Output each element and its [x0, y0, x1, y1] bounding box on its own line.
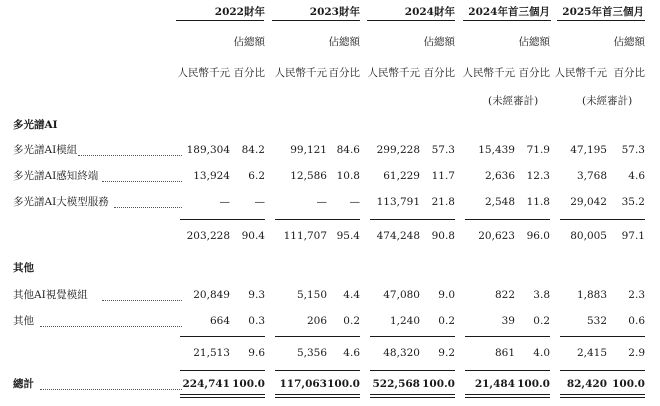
- cell: 2,548: [484, 196, 515, 208]
- cell: 0.2: [533, 315, 550, 327]
- cell: 100.0: [517, 378, 550, 390]
- cell: 11.7: [431, 170, 455, 182]
- total-double-rule: [560, 394, 645, 398]
- col-header-pct: 百分比: [518, 67, 550, 79]
- subtotal-rule: [370, 336, 455, 337]
- cell: 113,791: [376, 196, 420, 208]
- col-header-rmb: 人民幣千元: [367, 67, 420, 79]
- cell: 29,042: [570, 196, 607, 208]
- period-header-2025q1: 2025年首三個月: [562, 6, 644, 18]
- cell: 9.0: [438, 289, 455, 301]
- period-header-2023: 2023財年: [309, 6, 360, 18]
- cell: 117,063: [279, 378, 327, 390]
- total-rule: [370, 370, 455, 371]
- period-underline: [367, 20, 455, 21]
- cell: 21,484: [474, 378, 515, 390]
- cell: 2,415: [576, 347, 607, 359]
- total-rule: [465, 370, 550, 371]
- total-rule: [180, 370, 265, 371]
- subtotal-rule: [370, 219, 455, 220]
- cell: —: [219, 196, 230, 208]
- col-header-pct: 百分比: [613, 67, 645, 79]
- cell: 474,248: [376, 230, 420, 242]
- col-header-share: 佔總額: [233, 36, 265, 48]
- cell: 48,320: [383, 347, 420, 359]
- row-label: 多光譜AI大模型服務: [13, 196, 109, 208]
- cell: 2,636: [484, 170, 515, 182]
- col-header-share: 佔總額: [518, 36, 550, 48]
- section-title-others: 其他: [13, 262, 34, 274]
- cell: 99,121: [290, 144, 327, 156]
- subtotal-rule: [465, 219, 550, 220]
- subtotal-rule: [180, 219, 265, 220]
- cell: 2.3: [628, 289, 645, 301]
- cell: 4.4: [343, 289, 360, 301]
- cell: 21.8: [431, 196, 455, 208]
- cell: 84.2: [241, 144, 265, 156]
- col-header-pct: 百分比: [233, 67, 265, 79]
- cell: 5,356: [296, 347, 327, 359]
- cell: 97.1: [621, 230, 645, 242]
- cell: 82,420: [566, 378, 607, 390]
- cell: 4.0: [533, 347, 550, 359]
- cell: 84.6: [336, 144, 360, 156]
- period-header-2024q1: 2024年首三個月: [468, 6, 550, 18]
- cell: 100.0: [612, 378, 645, 390]
- col-header-share: 佔總額: [423, 36, 455, 48]
- cell: 47,080: [383, 289, 420, 301]
- col-header-rmb: 人民幣千元: [554, 67, 607, 79]
- cell: 299,228: [376, 144, 420, 156]
- subtotal-rule: [560, 336, 645, 337]
- cell: 12,586: [290, 170, 327, 182]
- cell: 20,849: [193, 289, 230, 301]
- cell: 532: [586, 315, 607, 327]
- cell: 861: [494, 347, 515, 359]
- total-label: 總計: [13, 378, 34, 390]
- cell: 71.9: [526, 144, 550, 156]
- period-underline: [557, 20, 645, 21]
- section-title-multispectral: 多光譜AI: [13, 119, 58, 131]
- period-underline: [463, 20, 551, 21]
- unaudited-note: (未經審計): [582, 95, 633, 107]
- cell: 57.3: [621, 144, 645, 156]
- cell: 95.4: [336, 230, 360, 242]
- cell: 47,195: [570, 144, 607, 156]
- total-rule: [560, 370, 645, 371]
- cell: 1,883: [576, 289, 607, 301]
- cell: 664: [209, 315, 230, 327]
- period-underline: [272, 20, 360, 21]
- leader-dots: [40, 389, 182, 390]
- cell: —: [316, 196, 327, 208]
- cell: 3.8: [533, 289, 550, 301]
- total-double-rule: [275, 394, 360, 398]
- cell: 90.8: [431, 230, 455, 242]
- cell: 522,568: [372, 378, 420, 390]
- cell: 111,707: [283, 230, 327, 242]
- cell: —: [254, 196, 265, 208]
- cell: 20,623: [478, 230, 515, 242]
- cell: 0.2: [438, 315, 455, 327]
- subtotal-rule: [465, 336, 550, 337]
- cell: 2.9: [628, 347, 645, 359]
- cell: 224,741: [182, 378, 230, 390]
- subtotal-rule: [275, 336, 360, 337]
- cell: 3,768: [576, 170, 607, 182]
- cell: 96.0: [526, 230, 550, 242]
- total-double-rule: [370, 394, 455, 398]
- cell: 90.4: [241, 230, 265, 242]
- cell: 21,513: [193, 347, 230, 359]
- cell: 6.2: [248, 170, 265, 182]
- cell: 100.0: [327, 378, 360, 390]
- cell: 9.2: [438, 347, 455, 359]
- cell: 5,150: [296, 289, 327, 301]
- row-label: 其他: [13, 315, 34, 327]
- cell: 0.6: [628, 315, 645, 327]
- subtotal-rule: [275, 219, 360, 220]
- cell: 4.6: [628, 170, 645, 182]
- col-header-rmb: 人民幣千元: [274, 67, 327, 79]
- cell: 35.2: [621, 196, 645, 208]
- total-rule: [275, 370, 360, 371]
- cell: 100.0: [232, 378, 265, 390]
- row-label: 其他AI視覺模組: [13, 289, 88, 301]
- cell: 10.8: [336, 170, 360, 182]
- col-header-pct: 百分比: [328, 67, 360, 79]
- col-header-rmb: 人民幣千元: [462, 67, 515, 79]
- cell: 0.3: [248, 315, 265, 327]
- col-header-rmb: 人民幣千元: [177, 67, 230, 79]
- cell: 9.6: [248, 347, 265, 359]
- cell: 9.3: [248, 289, 265, 301]
- period-header-2024: 2024財年: [404, 6, 455, 18]
- cell: 39: [501, 315, 515, 327]
- cell: 4.6: [343, 347, 360, 359]
- row-label: 多光譜AI模組: [13, 144, 78, 156]
- cell: —: [349, 196, 360, 208]
- cell: 100.0: [422, 378, 455, 390]
- period-underline: [176, 20, 264, 21]
- col-header-share: 佔總額: [613, 36, 645, 48]
- cell: 13,924: [193, 170, 230, 182]
- unaudited-note: (未經審計): [488, 95, 539, 107]
- cell: 203,228: [186, 230, 230, 242]
- total-double-rule: [180, 394, 265, 398]
- leader-dots: [40, 326, 182, 327]
- cell: 80,005: [570, 230, 607, 242]
- cell: 61,229: [383, 170, 420, 182]
- cell: 189,304: [186, 144, 230, 156]
- cell: 11.8: [526, 196, 550, 208]
- cell: 12.3: [526, 170, 550, 182]
- cell: 57.3: [431, 144, 455, 156]
- cell: 822: [494, 289, 515, 301]
- col-header-share: 佔總額: [328, 36, 360, 48]
- period-header-2022: 2022財年: [214, 6, 265, 18]
- row-label: 多光譜AI感知終端: [13, 170, 99, 182]
- cell: 206: [306, 315, 327, 327]
- subtotal-rule: [180, 336, 265, 337]
- cell: 0.2: [343, 315, 360, 327]
- col-header-pct: 百分比: [423, 67, 455, 79]
- cell: 1,240: [389, 315, 420, 327]
- cell: 15,439: [478, 144, 515, 156]
- total-double-rule: [465, 394, 550, 398]
- subtotal-rule: [560, 219, 645, 220]
